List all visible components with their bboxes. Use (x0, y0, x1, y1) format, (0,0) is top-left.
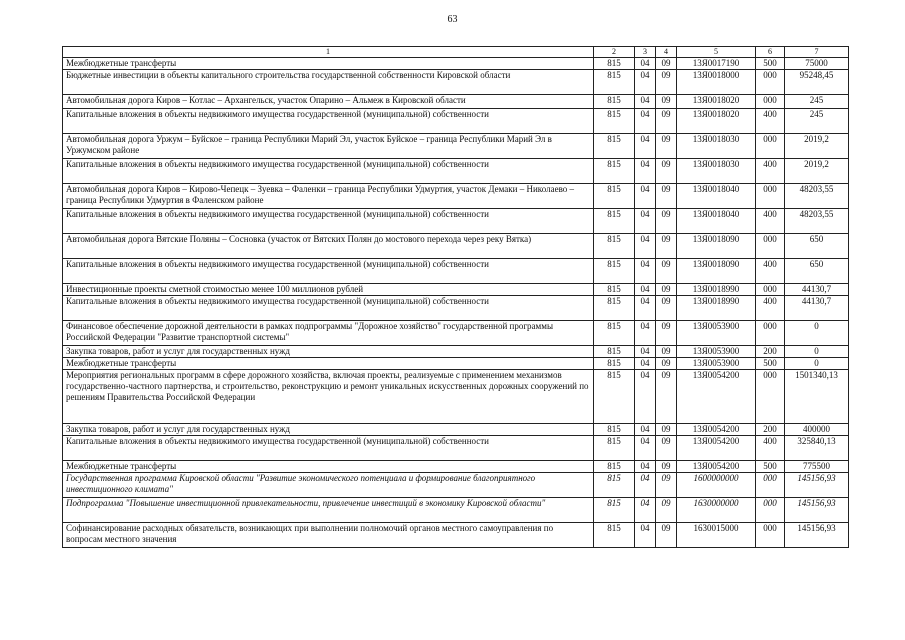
header-col-4: 4 (656, 47, 677, 58)
row-target-item-cell: 13Я0018040 (677, 209, 756, 234)
table-row (63, 234, 849, 259)
row-expense-type-cell: 200 (756, 346, 785, 358)
table-row (63, 473, 849, 498)
table-row (63, 184, 849, 209)
row-subsection-cell: 09 (656, 436, 677, 461)
row-expense-type-cell: 400 (756, 436, 785, 461)
row-target-item-cell: 13Я0054200 (677, 436, 756, 461)
row-name-cell: Подпрограмма "Повышение инвестиционной привлекательности, привлечение инвестиций в экономику Кировской области" (63, 498, 594, 523)
row-amount-cell: 325840,13 (785, 436, 849, 461)
page-number: 63 (447, 14, 458, 25)
row-amount-cell: 48203,55 (785, 184, 849, 209)
row-name-cell: Мероприятия региональных программ в сфере дорожного хозяйства, включая проекты, реализуемые с применением механизмов государственно-частного партнерства, и строительство, реконструкцию и ремонт уникальных искусственных дорожных сооружений по решениям Правительства Российской Федерации (63, 370, 594, 424)
row-admin-code-cell: 815 (594, 209, 635, 234)
row-target-item-cell: 13Я0053900 (677, 321, 756, 346)
row-admin-code-cell: 815 (594, 424, 635, 436)
row-target-item-cell: 13Я0053900 (677, 358, 756, 370)
row-section-cell: 04 (635, 346, 656, 358)
row-amount-cell: 245 (785, 109, 849, 134)
row-subsection-cell: 09 (656, 461, 677, 473)
row-admin-code-cell: 815 (594, 498, 635, 523)
row-section-cell: 04 (635, 370, 656, 424)
table-row (63, 109, 849, 134)
row-expense-type-cell: 000 (756, 234, 785, 259)
table-row (63, 358, 849, 370)
row-admin-code-cell: 815 (594, 159, 635, 184)
row-target-item-cell: 13Я0018040 (677, 184, 756, 209)
row-expense-type-cell: 000 (756, 284, 785, 296)
row-section-cell: 04 (635, 358, 656, 370)
table-row (63, 95, 849, 109)
row-name-cell: Межбюджетные трансферты (63, 58, 594, 70)
row-amount-cell: 95248,45 (785, 70, 849, 95)
row-section-cell: 04 (635, 321, 656, 346)
row-section-cell: 04 (635, 95, 656, 109)
row-amount-cell: 44130,7 (785, 296, 849, 321)
row-section-cell: 04 (635, 109, 656, 134)
row-amount-cell: 0 (785, 358, 849, 370)
row-section-cell: 04 (635, 209, 656, 234)
row-expense-type-cell: 000 (756, 523, 785, 548)
table-row (63, 424, 849, 436)
row-name-cell: Закупка товаров, работ и услуг для государственных нужд (63, 424, 594, 436)
row-target-item-cell: 13Я0018090 (677, 234, 756, 259)
row-subsection-cell: 09 (656, 296, 677, 321)
row-subsection-cell: 09 (656, 424, 677, 436)
row-name-cell: Капитальные вложения в объекты недвижимого имущества государственной (муниципальной) собственности (63, 209, 594, 234)
table-row (63, 284, 849, 296)
row-section-cell: 04 (635, 159, 656, 184)
header-col-1: 1 (63, 47, 594, 58)
header-col-6: 6 (756, 47, 785, 58)
header-col-3: 3 (635, 47, 656, 58)
row-admin-code-cell: 815 (594, 284, 635, 296)
row-section-cell: 04 (635, 134, 656, 159)
row-expense-type-cell: 000 (756, 70, 785, 95)
row-admin-code-cell: 815 (594, 436, 635, 461)
row-amount-cell: 75000 (785, 58, 849, 70)
table-row (63, 523, 849, 548)
row-expense-type-cell: 000 (756, 498, 785, 523)
row-name-cell: Капитальные вложения в объекты недвижимого имущества государственной (муниципальной) собственности (63, 259, 594, 284)
row-target-item-cell: 13Я0018990 (677, 296, 756, 321)
header-col-7: 7 (785, 47, 849, 58)
row-subsection-cell: 09 (656, 321, 677, 346)
row-admin-code-cell: 815 (594, 184, 635, 209)
row-name-cell: Автомобильная дорога Уржум – Буйское – граница Республики Марий Эл, участок Буйское – граница Республики Марий Эл в Уржумском районе (63, 134, 594, 159)
row-target-item-cell: 13Я0018090 (677, 259, 756, 284)
row-admin-code-cell: 815 (594, 259, 635, 284)
row-admin-code-cell: 815 (594, 234, 635, 259)
row-admin-code-cell: 815 (594, 58, 635, 70)
row-name-cell: Закупка товаров, работ и услуг для государственных нужд (63, 346, 594, 358)
row-amount-cell: 145156,93 (785, 498, 849, 523)
row-expense-type-cell: 400 (756, 259, 785, 284)
row-amount-cell: 48203,55 (785, 209, 849, 234)
row-section-cell: 04 (635, 234, 656, 259)
row-name-cell: Софинансирование расходных обязательств, возникающих при выполнении полномочий органов местного самоуправления по вопросам местного значения (63, 523, 594, 548)
table-row (63, 159, 849, 184)
row-name-cell: Межбюджетные трансферты (63, 358, 594, 370)
row-subsection-cell: 09 (656, 234, 677, 259)
row-name-cell: Государственная программа Кировской области "Развитие экономического потенциала и формирование благоприятного инвестиционного климата" (63, 473, 594, 498)
row-section-cell: 04 (635, 296, 656, 321)
row-expense-type-cell: 200 (756, 424, 785, 436)
row-amount-cell: 650 (785, 259, 849, 284)
row-target-item-cell: 1600000000 (677, 473, 756, 498)
row-section-cell: 04 (635, 498, 656, 523)
row-target-item-cell: 1630015000 (677, 523, 756, 548)
row-name-cell: Межбюджетные трансферты (63, 461, 594, 473)
row-expense-type-cell: 000 (756, 473, 785, 498)
row-amount-cell: 2019,2 (785, 159, 849, 184)
row-section-cell: 04 (635, 58, 656, 70)
row-name-cell: Автомобильная дорога Вятские Поляны – Сосновка (участок от Вятских Полян до мостового перехода через реку Вятка) (63, 234, 594, 259)
row-subsection-cell: 09 (656, 498, 677, 523)
row-admin-code-cell: 815 (594, 296, 635, 321)
row-subsection-cell: 09 (656, 346, 677, 358)
row-name-cell: Капитальные вложения в объекты недвижимого имущества государственной (муниципальной) собственности (63, 296, 594, 321)
row-subsection-cell: 09 (656, 95, 677, 109)
row-name-cell: Инвестиционные проекты сметной стоимостью менее 100 миллионов рублей (63, 284, 594, 296)
row-admin-code-cell: 815 (594, 70, 635, 95)
row-expense-type-cell: 400 (756, 296, 785, 321)
row-expense-type-cell: 000 (756, 95, 785, 109)
table-row (63, 436, 849, 461)
row-subsection-cell: 09 (656, 370, 677, 424)
row-admin-code-cell: 815 (594, 473, 635, 498)
row-subsection-cell: 09 (656, 184, 677, 209)
row-target-item-cell: 13Я0018990 (677, 284, 756, 296)
row-amount-cell: 1501340,13 (785, 370, 849, 424)
row-name-cell: Капитальные вложения в объекты недвижимого имущества государственной (муниципальной) собственности (63, 159, 594, 184)
table-row (63, 461, 849, 473)
row-name-cell: Бюджетные инвестиции в объекты капитального строительства государственной собственности Кировской области (63, 70, 594, 95)
row-amount-cell: 650 (785, 234, 849, 259)
row-admin-code-cell: 815 (594, 461, 635, 473)
row-target-item-cell: 13Я0017190 (677, 58, 756, 70)
row-expense-type-cell: 400 (756, 109, 785, 134)
row-section-cell: 04 (635, 259, 656, 284)
table-row (63, 259, 849, 284)
row-section-cell: 04 (635, 284, 656, 296)
row-section-cell: 04 (635, 184, 656, 209)
row-expense-type-cell: 000 (756, 370, 785, 424)
row-expense-type-cell: 000 (756, 134, 785, 159)
row-name-cell: Капитальные вложения в объекты недвижимого имущества государственной (муниципальной) собственности (63, 109, 594, 134)
row-section-cell: 04 (635, 436, 656, 461)
row-target-item-cell: 1630000000 (677, 498, 756, 523)
table-row (63, 209, 849, 234)
table-row (63, 498, 849, 523)
row-subsection-cell: 09 (656, 159, 677, 184)
row-amount-cell: 400000 (785, 424, 849, 436)
table-row (63, 70, 849, 95)
row-expense-type-cell: 000 (756, 321, 785, 346)
row-subsection-cell: 09 (656, 70, 677, 95)
table-row (63, 58, 849, 70)
row-admin-code-cell: 815 (594, 321, 635, 346)
row-amount-cell: 145156,93 (785, 473, 849, 498)
table-row (63, 134, 849, 159)
row-admin-code-cell: 815 (594, 346, 635, 358)
row-amount-cell: 245 (785, 95, 849, 109)
row-target-item-cell: 13Я0018020 (677, 95, 756, 109)
table-row (63, 370, 849, 424)
row-section-cell: 04 (635, 473, 656, 498)
row-target-item-cell: 13Я0054200 (677, 461, 756, 473)
row-target-item-cell: 13Я0018020 (677, 109, 756, 134)
row-subsection-cell: 09 (656, 284, 677, 296)
header-col-5: 5 (677, 47, 756, 58)
row-amount-cell: 44130,7 (785, 284, 849, 296)
row-amount-cell: 0 (785, 321, 849, 346)
row-name-cell: Автомобильная дорога Киров – Кирово-Чепецк – Зуевка – Фаленки – граница Республики Удмуртия, участок Демаки – Николаево – граница Республики Удмуртия в Фаленском районе (63, 184, 594, 209)
row-expense-type-cell: 500 (756, 461, 785, 473)
row-target-item-cell: 13Я0054200 (677, 370, 756, 424)
row-section-cell: 04 (635, 523, 656, 548)
row-subsection-cell: 09 (656, 209, 677, 234)
row-expense-type-cell: 000 (756, 184, 785, 209)
row-amount-cell: 775500 (785, 461, 849, 473)
row-subsection-cell: 09 (656, 134, 677, 159)
row-subsection-cell: 09 (656, 259, 677, 284)
row-section-cell: 04 (635, 70, 656, 95)
row-amount-cell: 145156,93 (785, 523, 849, 548)
header-col-2: 2 (594, 47, 635, 58)
table-header-row (63, 47, 849, 58)
row-section-cell: 04 (635, 461, 656, 473)
row-admin-code-cell: 815 (594, 134, 635, 159)
row-admin-code-cell: 815 (594, 358, 635, 370)
row-admin-code-cell: 815 (594, 370, 635, 424)
row-expense-type-cell: 400 (756, 209, 785, 234)
row-subsection-cell: 09 (656, 523, 677, 548)
row-amount-cell: 2019,2 (785, 134, 849, 159)
table-row (63, 346, 849, 358)
budget-table (62, 46, 849, 548)
row-expense-type-cell: 400 (756, 159, 785, 184)
row-admin-code-cell: 815 (594, 95, 635, 109)
row-section-cell: 04 (635, 424, 656, 436)
row-amount-cell: 0 (785, 346, 849, 358)
row-name-cell: Капитальные вложения в объекты недвижимого имущества государственной (муниципальной) собственности (63, 436, 594, 461)
row-expense-type-cell: 500 (756, 358, 785, 370)
row-admin-code-cell: 815 (594, 109, 635, 134)
table-row (63, 296, 849, 321)
row-name-cell: Автомобильная дорога Киров – Котлас – Архангельск, участок Опарино – Альмеж в Кировской области (63, 95, 594, 109)
row-subsection-cell: 09 (656, 58, 677, 70)
row-name-cell: Финансовое обеспечение дорожной деятельности в рамках подпрограммы "Дорожное хозяйство" государственной программы Российской Федерации "Развитие транспортной системы" (63, 321, 594, 346)
row-admin-code-cell: 815 (594, 523, 635, 548)
row-target-item-cell: 13Я0018000 (677, 70, 756, 95)
row-target-item-cell: 13Я0053900 (677, 346, 756, 358)
row-expense-type-cell: 500 (756, 58, 785, 70)
row-target-item-cell: 13Я0018030 (677, 159, 756, 184)
row-subsection-cell: 09 (656, 358, 677, 370)
row-subsection-cell: 09 (656, 473, 677, 498)
row-target-item-cell: 13Я0054200 (677, 424, 756, 436)
table-body (63, 58, 849, 548)
table-row (63, 321, 849, 346)
row-subsection-cell: 09 (656, 109, 677, 134)
row-target-item-cell: 13Я0018030 (677, 134, 756, 159)
